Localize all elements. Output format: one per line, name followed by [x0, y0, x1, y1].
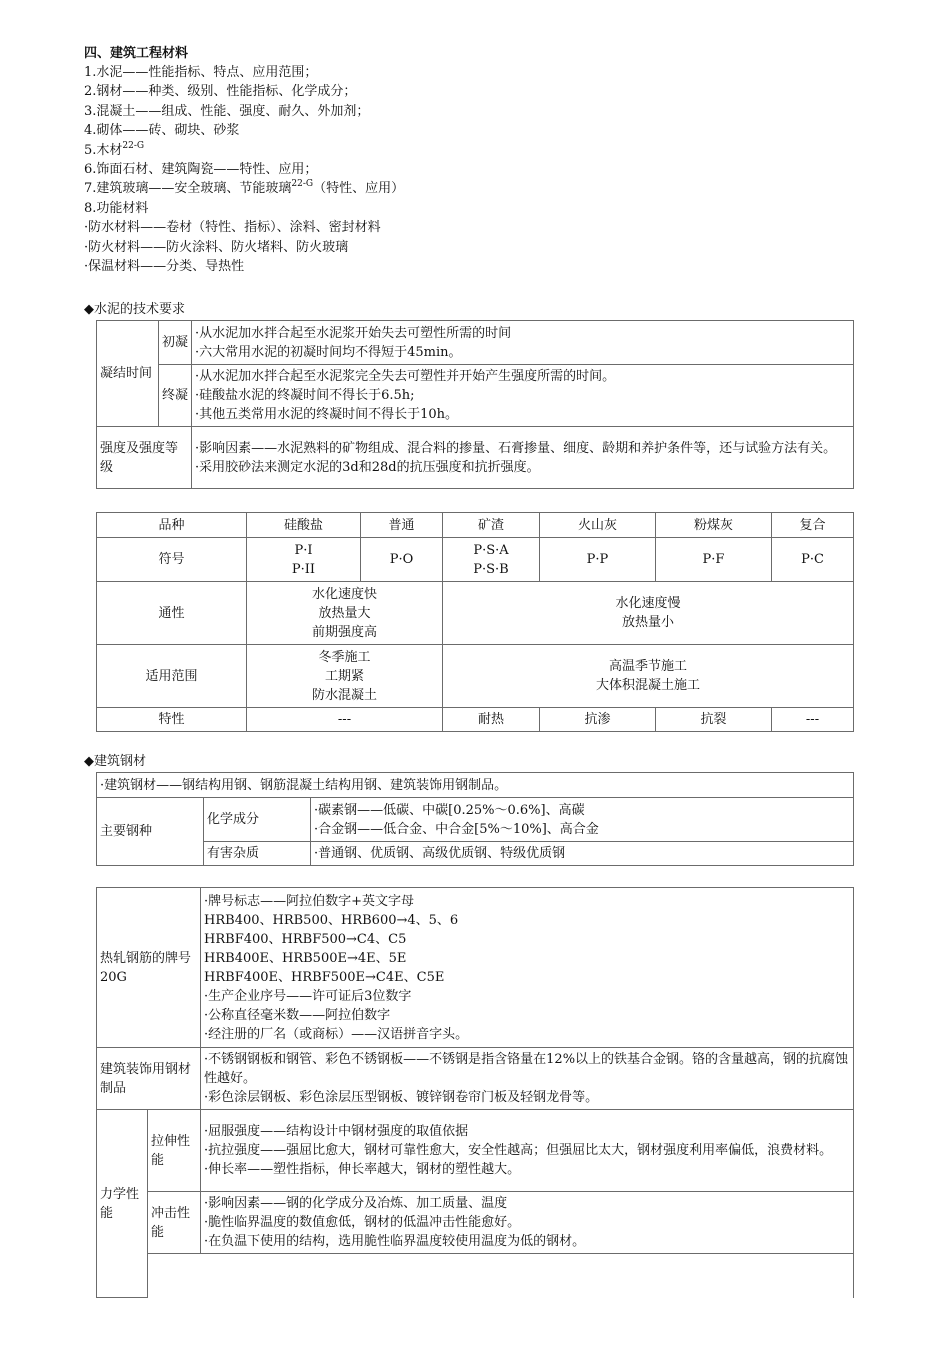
- header-cell: 品种: [97, 513, 247, 538]
- feature-cell: 耐热: [443, 708, 540, 732]
- outline-item: [84, 102, 369, 121]
- mech-empty-cell: [148, 1254, 854, 1298]
- symbol-cell: [540, 538, 656, 582]
- section-title: 四、建筑工程材料: [84, 46, 189, 61]
- cement-types-symbol-row: [97, 538, 854, 582]
- outline-item: [84, 121, 239, 140]
- impurity-content: ·普通钢、优质钢、高级优质钢、特级优质钢: [311, 842, 854, 866]
- outline-item-text: 2.钢材——种类、级别、性能指标、化学成分；: [84, 84, 357, 100]
- final-line: ·从水泥加水拌合起至水泥浆完全失去可塑性并开始产生强度所需的时间。: [195, 369, 616, 384]
- rebar-line: ·生产企业序号——许可证后3位数字: [204, 988, 412, 1004]
- outline-item-text: ·防水材料——卷材（特性、指标）、涂料、密封材料: [84, 220, 381, 236]
- symbol-cell: [656, 538, 772, 582]
- common-right-line: 放热量小: [621, 615, 674, 630]
- outline-item: [84, 257, 244, 276]
- steel-detail-table: [96, 887, 854, 1298]
- strength-content: [192, 427, 854, 489]
- outline-item-text: 6.饰面石材、建筑陶瓷——特性、应用；: [84, 162, 318, 177]
- outline-item: [84, 160, 317, 179]
- tensile-line: ·抗拉强度——强屈比愈大，钢材可靠性愈大，安全性越高；但强屈比太大，钢材强度利用率偏低，浪费材料。: [204, 1143, 833, 1158]
- common-right: [443, 582, 854, 645]
- outline-item-superscript: 22-G: [122, 140, 145, 151]
- symbol-text: P·S·A: [473, 542, 509, 558]
- deco-label: 建筑装饰用钢材制品: [97, 1048, 201, 1110]
- scope-left-line: 防水混凝土: [311, 687, 377, 703]
- cement-requirements-heading: ◆水泥的技术要求: [84, 302, 185, 317]
- feature-cell: 抗裂: [656, 708, 772, 732]
- initial-line: ·从水泥加水拌合起至水泥浆开始失去可塑性所需的时间: [195, 325, 512, 341]
- header-cell: 复合: [772, 513, 854, 538]
- common-left-line: 放热量大: [318, 605, 371, 621]
- rebar-label: 热轧钢筋的牌号: [100, 950, 192, 966]
- deco-content: [201, 1048, 854, 1110]
- scope-left-line: 工期紧: [324, 668, 364, 684]
- symbol-text: P·C: [801, 552, 824, 567]
- rebar-line: ·经注册的厂名（或商标）——汉语拼音字头。: [204, 1026, 469, 1042]
- chem-content: [311, 798, 854, 842]
- tensile-line: ·屈服强度——结构设计中钢材强度的取值依据: [204, 1124, 469, 1139]
- symbol-text: P·I: [294, 542, 313, 558]
- outline-item-tail: （特性、应用）: [313, 181, 405, 197]
- scope-right: [443, 645, 854, 708]
- scope-left: [247, 645, 443, 708]
- outline-item-text: 7.建筑玻璃——安全玻璃、节能玻璃: [84, 181, 292, 197]
- outline-item: [84, 179, 404, 198]
- feature-cell: ---: [772, 708, 854, 732]
- symbol-text: P·P: [586, 552, 609, 567]
- steel-heading: ◆建筑钢材: [84, 754, 146, 769]
- final-line: ·硅酸盐水泥的终凝时间不得长于6.5h;: [195, 388, 415, 403]
- rebar-line: HRB400、HRB500、HRB600→4、5、6: [204, 912, 459, 928]
- feature-label: 特性: [97, 708, 247, 732]
- common-right-line: 水化速度慢: [615, 596, 681, 611]
- rebar-line: HRB400E、HRB500E→4E、5E: [204, 950, 407, 966]
- tensile-content: [201, 1110, 854, 1192]
- rebar-tag: 20G: [100, 969, 127, 985]
- common-left-line: 水化速度快: [311, 586, 377, 602]
- impact-line: ·脆性临界温度的数值愈低，钢材的低温冲击性能愈好。: [204, 1215, 521, 1230]
- outline-item-superscript: 22-G: [291, 179, 314, 190]
- symbol-cell: [247, 538, 361, 582]
- outline-item: [84, 63, 317, 82]
- chem-label: 化学成分: [204, 798, 311, 842]
- outline-item: [84, 141, 144, 160]
- initial-setting-label: 初凝: [159, 321, 192, 365]
- outline-item-text: 1.水泥——性能指标、特点、应用范围；: [84, 65, 318, 80]
- rebar-line: ·公称直径毫米数——阿拉伯数字: [204, 1007, 391, 1023]
- rebar-content: [201, 888, 854, 1048]
- rebar-line: HRBF400E、HRBF500E→C4E、C5E: [204, 969, 445, 985]
- symbol-cell: [772, 538, 854, 582]
- deco-line: ·彩色涂层钢板、彩色涂层压型钢板、镀锌钢卷帘门板及轻钢龙骨等。: [204, 1090, 599, 1105]
- scope-right-line: 大体积混凝土施工: [595, 678, 700, 693]
- tensile-label: 拉伸性能: [148, 1110, 201, 1192]
- symbol-label: 符号: [97, 538, 247, 582]
- scope-right-line: 高温季节施工: [608, 659, 687, 674]
- rebar-line: ·牌号标志——阿拉伯数字+英文字母: [204, 893, 415, 909]
- outline-item-text: ·防火材料——防火涂料、防火堵料、防火玻璃: [84, 239, 349, 255]
- strength-line: ·采用胶砂法来测定水泥的3d和28d的抗压强度和抗折强度。: [195, 459, 540, 475]
- outline-item-text: 3.混凝土——组成、性能、强度、耐久、外加剂；: [84, 103, 370, 119]
- impurity-label: 有害杂质: [204, 842, 311, 866]
- header-cell: 粉煤灰: [656, 513, 772, 538]
- header-cell: 普通: [361, 513, 443, 538]
- outline-item-text: 5.木材: [84, 142, 123, 158]
- symbol-cell: [361, 538, 443, 582]
- tensile-line: ·伸长率——塑性指标，伸长率越大，钢材的塑性越大。: [204, 1162, 521, 1177]
- header-cell: 硅酸盐: [247, 513, 361, 538]
- outline-item-text: 8.功能材料: [84, 200, 149, 216]
- symbol-cell: [443, 538, 540, 582]
- impact-label: 冲击性能: [148, 1192, 201, 1254]
- steel-intro: ·建筑钢材——钢结构用钢、钢筋混凝土结构用钢、建筑装饰用钢制品。: [97, 773, 854, 798]
- outline-item: [84, 199, 148, 218]
- header-cell: 矿渣: [443, 513, 540, 538]
- rebar-line: HRBF400、HRBF500→C4、C5: [204, 931, 407, 947]
- scope-left-line: 冬季施工: [318, 649, 371, 665]
- rebar-label-cell: [97, 888, 201, 1048]
- final-line: ·其他五类常用水泥的终凝时间不得长于10h。: [195, 407, 459, 422]
- symbol-text: P·O: [389, 552, 414, 567]
- outline-item-text: 4.砌体——砖、砌块、砂浆: [84, 123, 240, 139]
- main-steel-label: 主要钢种: [97, 798, 204, 866]
- impact-line: ·影响因素——钢的化学成分及冶炼、加工质量、温度: [204, 1196, 508, 1211]
- scope-label: 适用范围: [97, 645, 247, 708]
- chem-line: ·碳素钢——低碳、中碳[0.25%～0.6%]、高碳: [314, 802, 585, 818]
- feature-cell: 抗渗: [540, 708, 656, 732]
- symbol-text: P·F: [702, 552, 725, 567]
- chem-line: ·合金钢——低合金、中合金[5%～10%]、高合金: [314, 821, 599, 837]
- deco-line: ·不锈钢钢板和钢管、彩色不锈钢板——不锈钢是指含铬量在12%以上的铁基合金钢。铬的含量越高，钢的抗腐蚀性越好。: [204, 1052, 849, 1086]
- mech-label: 力学性能: [97, 1110, 148, 1298]
- initial-setting-content: [192, 321, 854, 365]
- steel-table: [96, 772, 854, 866]
- symbol-text: P·II: [291, 561, 316, 577]
- impact-line: ·在负温下使用的结构，选用脆性临界温度较使用温度为低的钢材。: [204, 1234, 586, 1249]
- outline-item: [84, 218, 381, 237]
- outline-item: [84, 238, 348, 257]
- outline-item-text: ·保温材料——分类、导热性: [84, 259, 245, 274]
- common-left-line: 前期强度高: [311, 624, 377, 640]
- symbol-text: P·S·B: [473, 561, 509, 577]
- outline-item: [84, 82, 356, 101]
- strength-line: ·影响因素——水泥熟料的矿物组成、混合料的掺量、石膏掺量、细度、龄期和养护条件等，还与试验方法有关。: [195, 440, 837, 456]
- strength-label: 强度及强度等级: [97, 427, 192, 489]
- header-cell: 火山灰: [540, 513, 656, 538]
- impact-content: [201, 1192, 854, 1254]
- common-label: 通性: [97, 582, 247, 645]
- common-left: [247, 582, 443, 645]
- feature-cell: ---: [247, 708, 443, 732]
- final-setting-content: [192, 365, 854, 427]
- final-setting-label: 终凝: [159, 365, 192, 427]
- setting-time-label: 凝结时间: [97, 321, 159, 427]
- cement-requirements-table: [96, 320, 854, 489]
- cement-types-table: [96, 512, 854, 732]
- cement-types-header-row: [97, 513, 854, 538]
- initial-line: ·六大常用水泥的初凝时间均不得短于45min。: [195, 344, 462, 360]
